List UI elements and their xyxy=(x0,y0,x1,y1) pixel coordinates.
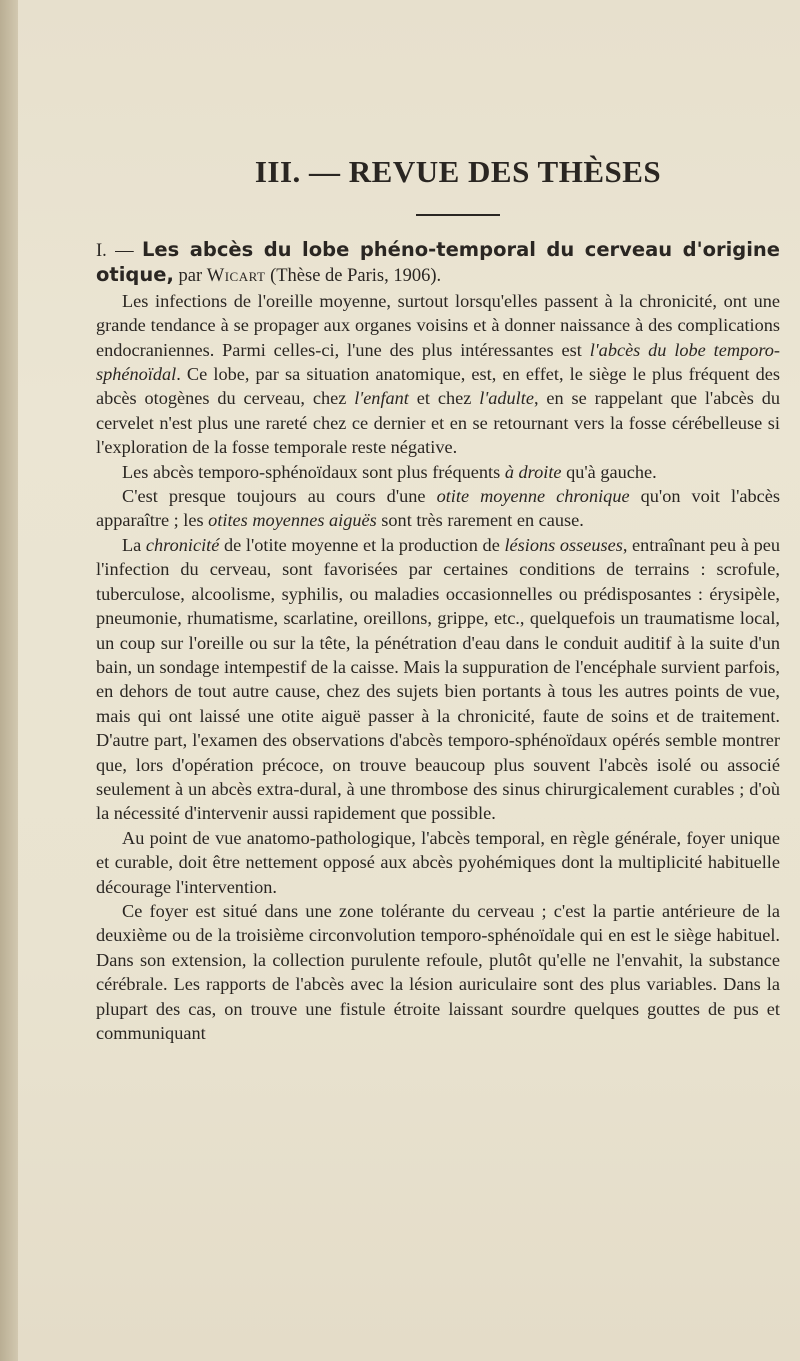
page-content xyxy=(96,154,780,1045)
document-page xyxy=(18,0,800,1361)
p3-italic-2: otites moyennes aiguës xyxy=(208,510,377,531)
p4-italic-1: chronicité xyxy=(145,534,220,555)
chapter-heading: III. — REVUE DES THÈSES xyxy=(254,154,662,189)
p1-text-4: , en se rappelant que l'abcès du cervelet n'est plus une rareté chez ce dernier et en se retournant vers la fosse cérébelleuse si l'exploration de la fosse temporale reste négative. xyxy=(96,388,780,458)
paragraph-5: Au point de vue anatomo-pathologique, l'abcès temporal, en règle générale, foyer unique et curable, doit être nettement opposé aux abcès pyohémiques dont la multiplicité habituelle décourage l'intervention. xyxy=(96,827,780,897)
section-heading xyxy=(96,238,780,289)
p4-text-1: La xyxy=(122,534,146,555)
paragraph-1 xyxy=(96,289,780,460)
section-number: I. — xyxy=(96,241,134,261)
page-edge-shadow xyxy=(0,0,18,1361)
p3-text-3: sont très rarement en cause. xyxy=(376,510,584,531)
paragraph-6: Ce foyer est situé dans une zone tolérante du cerveau ; c'est la partie antérieure de la deuxième ou de la troisième circonvolution temporo-sphénoïdale qui en est le siège habituel. Dans son extension, la collection purulente refoule, plutôt qu'elle ne l'envahit, la substance cérébrale. Les rapports de l'abcès avec la lésion auriculaire sont des plus variables. Dans la plupart des cas, on trouve une fistule étroite laissant sourdre quelques gouttes de pus et communiquant xyxy=(96,900,780,1043)
p1-italic-1: l'abcès du lobe temporo-sphénoïdal xyxy=(96,339,781,385)
p2-italic-1: à droite xyxy=(504,461,562,482)
paragraph-4 xyxy=(96,533,780,826)
section-source: (Thèse de Paris, 1906). xyxy=(270,266,442,287)
section-title: Les abcès du lobe phéno-temporal du cerveau d'origine otique, xyxy=(96,238,781,287)
p4-text-3: , entraînant peu à peu l'infection du cerveau, sont favorisées par certaines conditions de terrains : scrofule, tuberculose, alcoolisme, syphilis, ou maladies occasionnelles ou prédisposantes : érysipèle, pneumonie, rhumatisme, scarlatine, oreillons, grippe, etc., quelquefois un traumatisme local, un coup sur l'oreille ou sur la tête, la pénétration d'eau dans le conduit auditif à la suite d'un bain, un sondage intempestif de la caisse. Mais la suppuration de l'encéphale survient parfois, en dehors de tout autre cause, chez des sujets bien portants à tous les autres points de vue, mais qui ont laissé une otite aiguë passer à la chronicité, faute de soins et de traitement. D'autre part, l'examen des observations d'abcès temporo-sphénoïdaux opérés semble montrer que, lors d'opération précoce, on trouve beaucoup plus souvent l'abcès isolé ou associé seulement à un abcès extra-dural, à une thrombose des sinus chirurgicalement curables ; d'où la nécessité d'intervenir aussi rapidement que possible. xyxy=(96,534,780,824)
p2-text-1: Les abcès temporo-sphénoïdaux sont plus fréquents xyxy=(122,461,505,482)
p1-text-3: et chez xyxy=(408,388,480,409)
p4-text-2: de l'otite moyenne et la production de xyxy=(219,534,505,555)
p3-text-1: C'est presque toujours au cours d'une xyxy=(122,486,437,507)
p3-text-2: qu'on voit l'abcès apparaître ; les xyxy=(96,486,780,531)
p1-italic-2: l'enfant xyxy=(354,388,409,409)
p1-text-2: . Ce lobe, par sa situation anatomique, est, en effet, le siège le plus fréquent des abcès otogènes du cerveau, chez xyxy=(96,364,780,409)
p4-italic-2: lésions osseuses xyxy=(504,534,623,555)
paragraph-3 xyxy=(96,484,780,533)
section-author: Wicart xyxy=(206,266,266,287)
p1-text-1: Les infections de l'oreille moyenne, surtout lorsqu'elles passent à la chronicité, ont une grande tendance à se propager aux organes voisins et à donner naissance à des complications endocraniennes. Parmi celles-ci, l'une des plus intéressantes est xyxy=(96,290,780,360)
p1-italic-3: l'adulte xyxy=(479,388,534,409)
p3-italic-1: otite moyenne chronique xyxy=(436,486,630,507)
section-by: par xyxy=(178,266,203,287)
p2-text-2: qu'à gauche. xyxy=(561,461,657,482)
heading-rule xyxy=(416,214,500,216)
paragraph-2 xyxy=(96,460,780,484)
